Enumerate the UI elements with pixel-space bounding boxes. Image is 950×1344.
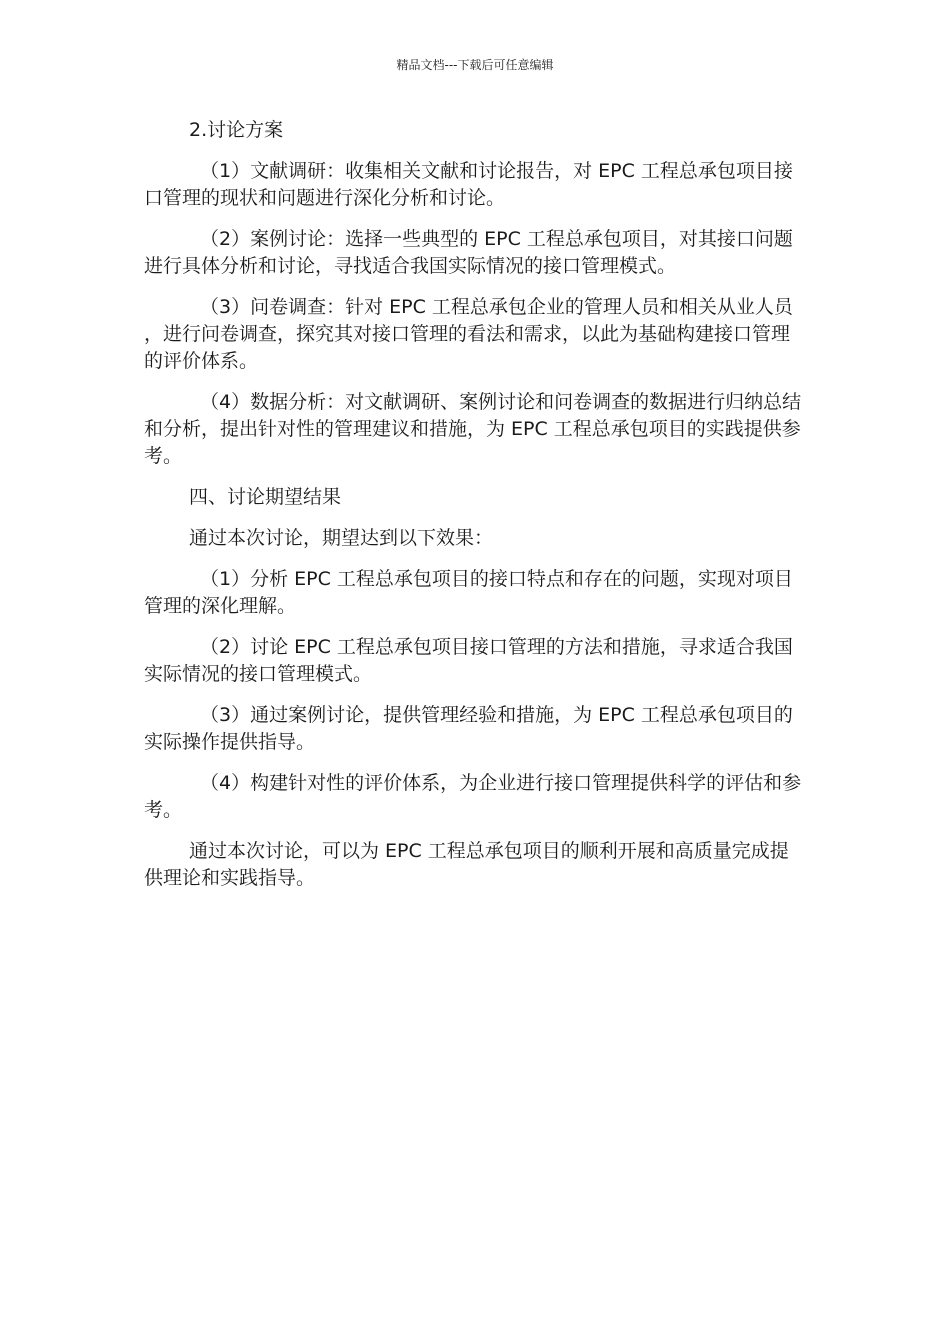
document-body xyxy=(144,117,806,906)
list-item-result-4: （4）构建针对性的评价体系，为企业进行接口管理提供科学的评估和参考。 xyxy=(144,772,802,821)
list-item-result-3: （3）通过案例讨论，提供管理经验和措施，为 EPC 工程总承包项目的实际操作提供指导。 xyxy=(144,704,793,753)
list-item-questionnaire: （3）问卷调查：针对 EPC 工程总承包企业的管理人员和相关从业人员，进行问卷调查，探究其对接口管理的看法和需求，以此为基础构建接口管理的评价体系。 xyxy=(144,296,793,372)
paragraph-conclusion: 通过本次讨论，可以为 EPC 工程总承包项目的顺利开展和高质量完成提供理论和实践指导。 xyxy=(144,840,789,889)
list-item-case-discussion: （2）案例讨论：选择一些典型的 EPC 工程总承包项目，对其接口问题进行具体分析和讨论，寻找适合我国实际情况的接口管理模式。 xyxy=(144,228,793,277)
list-item-data-analysis: （4）数据分析：对文献调研、案例讨论和问卷调查的数据进行归纳总结和分析，提出针对性的管理建议和措施，为 EPC 工程总承包项目的实践提供参考。 xyxy=(144,391,802,467)
paragraph-intro: 通过本次讨论，期望达到以下效果： xyxy=(189,527,494,549)
list-item-result-1: （1）分析 EPC 工程总承包项目的接口特点和存在的问题，实现对项目管理的深化理解。 xyxy=(144,568,793,617)
page-header: 精品文档---下载后可任意编辑 xyxy=(396,58,554,72)
list-item-literature-research: （1）文献调研：收集相关文献和讨论报告，对 EPC 工程总承包项目接口管理的现状和问题进行深化分析和讨论。 xyxy=(144,160,793,209)
list-item-result-2: （2）讨论 EPC 工程总承包项目接口管理的方法和措施，寻求适合我国实际情况的接口管理模式。 xyxy=(144,636,793,685)
section-heading-expected-results: 四、讨论期望结果 xyxy=(189,486,342,508)
section-heading-discussion-plan: 2.讨论方案 xyxy=(189,119,284,141)
